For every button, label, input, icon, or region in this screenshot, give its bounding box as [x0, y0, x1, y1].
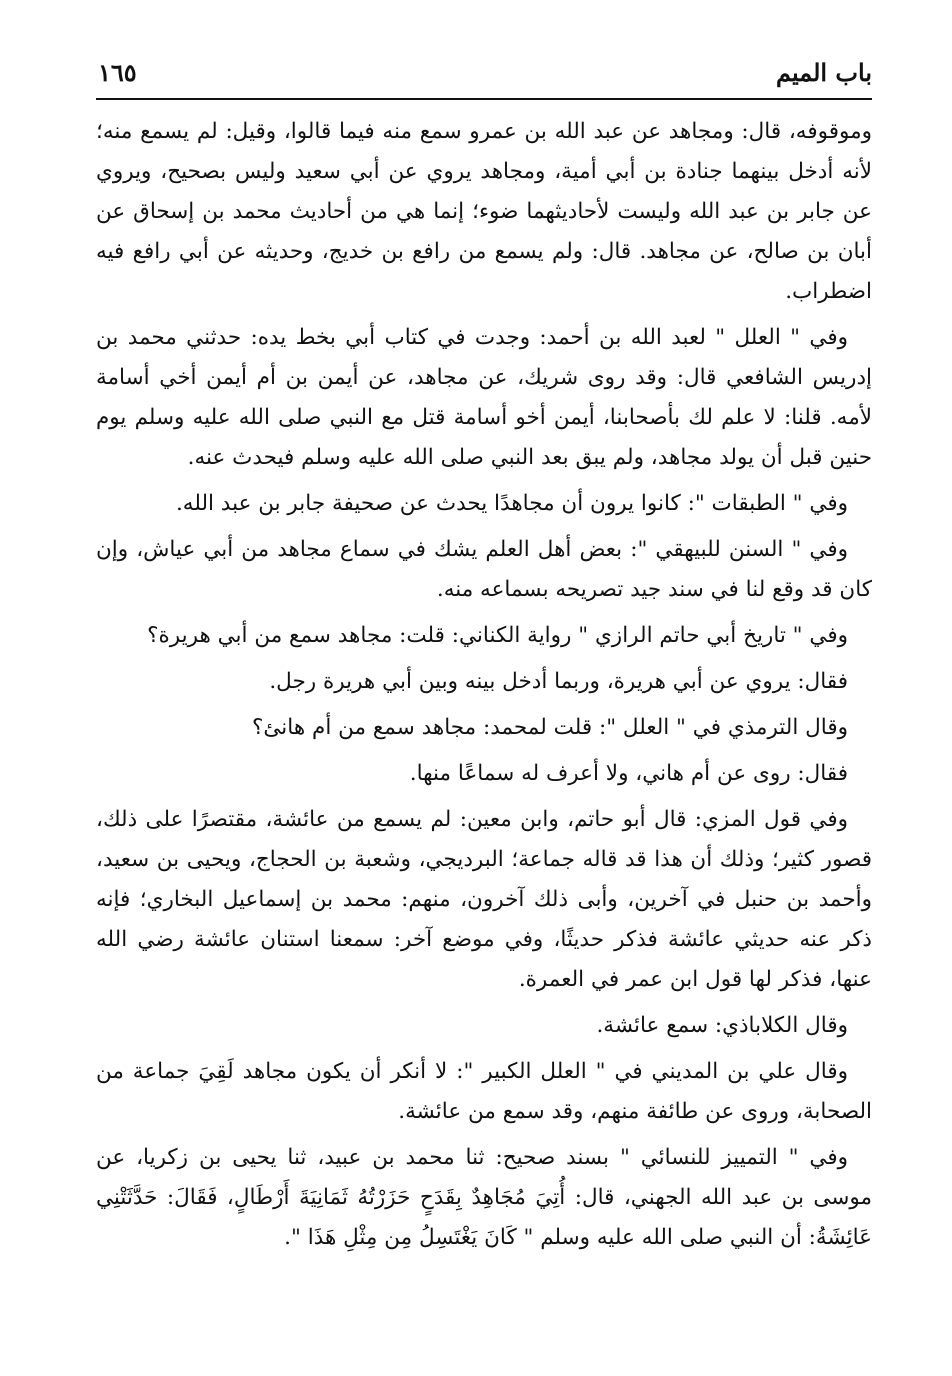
paragraph-3: وفي " الطبقات ": كانوا يرون أن مجاهدًا يحدث عن صحيفة جابر بن عبد الله. — [175, 491, 848, 516]
paragraph-10: وقال الكلاباذي: سمع عائشة. — [596, 1013, 848, 1038]
paragraph-6: فقال: يروي عن أبي هريرة، وربما أدخل بينه وبين أبي هريرة رجل. — [269, 669, 848, 694]
paragraph-12: وفي " التمييز للنسائي " بسند صحيح: ثنا محمد بن عبيد، ثنا يحيى بن زكريا، عن موسى بن عبد الله الجهني، قال: أُتِيَ مُجَاهِدٌ بِقَدَحٍ حَزَرْتُهُ ثَمَانِيَةَ أَرْطَالٍ، فَقَالَ: حَدَّثَتْنِي عَائِشَةُ: أن النبي صلى الله عليه وسلم " كَانَ يَغْتَسِلُ مِن مِثْلِ هَذَا ". — [96, 1145, 872, 1250]
paragraph-4: وفي " السنن للبيهقي ": بعض أهل العلم يشك في سماع مجاهد من أبي عياش، وإن كان قد وقع لنا في سند جيد تصريحه بسماعه منه. — [96, 537, 872, 602]
paragraph-9: وفي قول المزي: قال أبو حاتم، وابن معين: لم يسمع من عائشة، مقتصرًا على ذلك، قصور كثير؛ وذلك أن هذا قد قاله جماعة؛ البرديجي، وشعبة بن الحجاج، ويحيى بن سعيد، وأحمد بن حنبل في آخرين، وأبى ذلك آخرون، منهم: محمد بن إسماعيل البخاري؛ فإنه ذكر عنه حديثي عائشة فذكر حديثًا، وفي موضع آخر: سمعنا استنان عائشة رضي الله عنها، فذكر لها قول ابن عمر في العمرة. — [96, 807, 872, 992]
paragraph-2: وفي " العلل " لعبد الله بن أحمد: وجدت في كتاب أبي بخط يده: حدثني محمد بن إدريس الشافعي قال: وقد روى شريك، عن مجاهد، عن أيمن بن أم أيمن أخي أسامة لأمه. قلنا: لا علم لك بأصحابنا، أيمن أخو أسامة قتل مع النبي صلى الله عليه وسلم يوم حنين قبل أن يولد مجاهد، ولم يبق بعد النبي صلى الله عليه وسلم فيحدث عنه. — [96, 325, 872, 470]
paragraph-11: وقال علي بن المديني في " العلل الكبير ": لا أنكر أن يكون مجاهد لَقِيَ جماعة من الصحابة، وروى عن طائفة منهم، وقد سمع من عائشة. — [96, 1059, 872, 1124]
paragraph-1: وموقوفه، قال: ومجاهد عن عبد الله بن عمرو سمع منه فيما قالوا، وقيل: لم يسمع منه؛ لأنه أدخل بينهما جنادة بن أبي أمية، ومجاهد يروي عن أبي سعيد وليس بصحيح، ويروي عن جابر بن عبد الله وليست لأحاديثهما ضوء؛ إنما هي من أحاديث محمد بن إسحاق عن أبان بن صالح، عن مجاهد. قال: ولم يسمع من رافع بن خديج، وحديثه عن أبي رافع فيه اضطراب. — [96, 119, 872, 304]
page-body — [96, 112, 872, 1264]
paragraph-8: فقال: روى عن أم هاني، ولا أعرف له سماعًا منها. — [409, 761, 848, 786]
page-number: ١٦٥ — [98, 58, 137, 87]
page-header — [96, 52, 872, 100]
chapter-title: باب الميم — [775, 58, 872, 87]
paragraph-5: وفي " تاريخ أبي حاتم الرازي " رواية الكناني: قلت: مجاهد سمع من أبي هريرة؟ — [147, 623, 848, 648]
paragraph-7: وقال الترمذي في " العلل ": قلت لمحمد: مجاهد سمع من أم هانئ؟ — [251, 715, 848, 740]
